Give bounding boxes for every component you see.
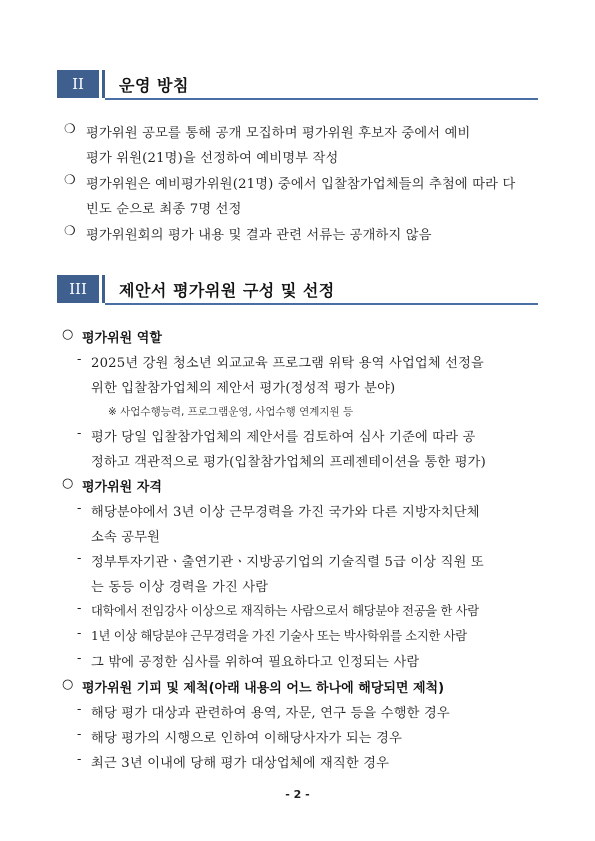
list-item-line: 해당분야에서 3년 이상 근무경력을 가진 국가와 다른 지방자치단체 bbox=[91, 505, 480, 520]
dash-icon: - bbox=[77, 501, 82, 516]
list-item-line: 2025년 강원 청소년 외교교육 프로그램 위탁 용역 사업업체 선정을 bbox=[91, 356, 484, 371]
group-heading-role: 평가위원 역할 bbox=[82, 331, 162, 346]
section-header-3 bbox=[57, 275, 538, 303]
list-item-line: 정하고 객관적으로 평가(입찰참가업체의 프레젠테이션을 통한 평가) bbox=[91, 455, 486, 470]
dash-icon: - bbox=[77, 551, 82, 566]
group-heading-exclusion: 평가위원 기피 및 제척(아래 내용의 어느 하나에 해당되면 제척) bbox=[82, 681, 445, 696]
list-item-line: 평가위원회의 평가 내용 및 결과 관련 서류는 공개하지 않음 bbox=[86, 228, 432, 243]
section-rule bbox=[105, 303, 538, 305]
section-title: 제안서 평가위원 구성 및 선정 bbox=[119, 280, 335, 300]
list-item-line: 그 밖에 공정한 심사를 위하여 필요하다고 인정되는 사람 bbox=[91, 655, 420, 670]
dash-icon: - bbox=[77, 626, 82, 641]
section-rule bbox=[105, 98, 538, 100]
circle-bold-icon: ○ bbox=[62, 327, 74, 342]
list-item-line: 최근 3년 이내에 당해 평가 대상업체에 재직한 경우 bbox=[91, 756, 390, 771]
list-item-line: 1년 이상 해당분야 근무경력을 가진 기술사 또는 박사학위를 소지한 사람 bbox=[91, 629, 467, 643]
circle-bullet-icon: ❍ bbox=[64, 122, 76, 137]
dash-icon: - bbox=[77, 702, 82, 717]
list-item-line: 소속 공무원 bbox=[91, 530, 161, 545]
list-item-line: 정부투자기관ㆍ출연기관ㆍ지방공기업의 기술직렬 5급 이상 직원 또 bbox=[91, 555, 484, 570]
list-item-line: 평가위원은 예비평가위원(21명) 중에서 입찰참가업체들의 추첨에 따라 다 bbox=[86, 177, 516, 192]
list-item-line: 평가 위원(21명)을 선정하여 예비명부 작성 bbox=[86, 151, 339, 166]
list-item-line: 는 동등 이상 경력을 가진 사람 bbox=[91, 580, 269, 595]
section-number: II bbox=[57, 70, 99, 98]
list-item-line: 평가 당일 입찰참가업체의 제안서를 검토하여 심사 기준에 따라 공 bbox=[91, 430, 476, 445]
dash-icon: - bbox=[77, 752, 82, 767]
circle-bold-icon: ○ bbox=[62, 476, 74, 491]
footnote: ※ 사업수행능력, 프로그램운영, 사업수행 연계지원 등 bbox=[108, 406, 354, 418]
list-item-line: 대학에서 전임강사 이상으로 재직하는 사람으로서 해당분야 전공을 한 사람 bbox=[91, 604, 479, 618]
list-item-line: 평가위원 공모를 통해 공개 모집하며 평가위원 후보자 중에서 예비 bbox=[86, 126, 471, 141]
circle-bold-icon: ○ bbox=[62, 677, 74, 692]
list-item-line: 위한 입찰참가업체의 제안서 평가(정성적 평가 분야) bbox=[91, 381, 396, 396]
dash-icon: - bbox=[77, 352, 82, 367]
list-item-line: 빈도 순으로 최종 7명 선정 bbox=[86, 202, 242, 217]
group-heading-qualification: 평가위원 자격 bbox=[82, 480, 162, 495]
list-item-line: 해당 평가 대상과 관련하여 용역, 자문, 연구 등을 수행한 경우 bbox=[91, 706, 450, 721]
dash-icon: - bbox=[77, 601, 82, 616]
section-header-2 bbox=[57, 70, 538, 98]
page-number: - 2 - bbox=[285, 788, 310, 801]
section-number: III bbox=[57, 275, 99, 303]
dash-icon: - bbox=[77, 727, 82, 742]
list-item-line: 해당 평가의 시행으로 인하여 이해당사자가 되는 경우 bbox=[91, 731, 403, 746]
circle-bullet-icon: ❍ bbox=[64, 173, 76, 188]
dash-icon: - bbox=[77, 651, 82, 666]
circle-bullet-icon: ❍ bbox=[64, 224, 76, 239]
section-title: 운영 방침 bbox=[119, 75, 189, 95]
dash-icon: - bbox=[77, 426, 82, 441]
